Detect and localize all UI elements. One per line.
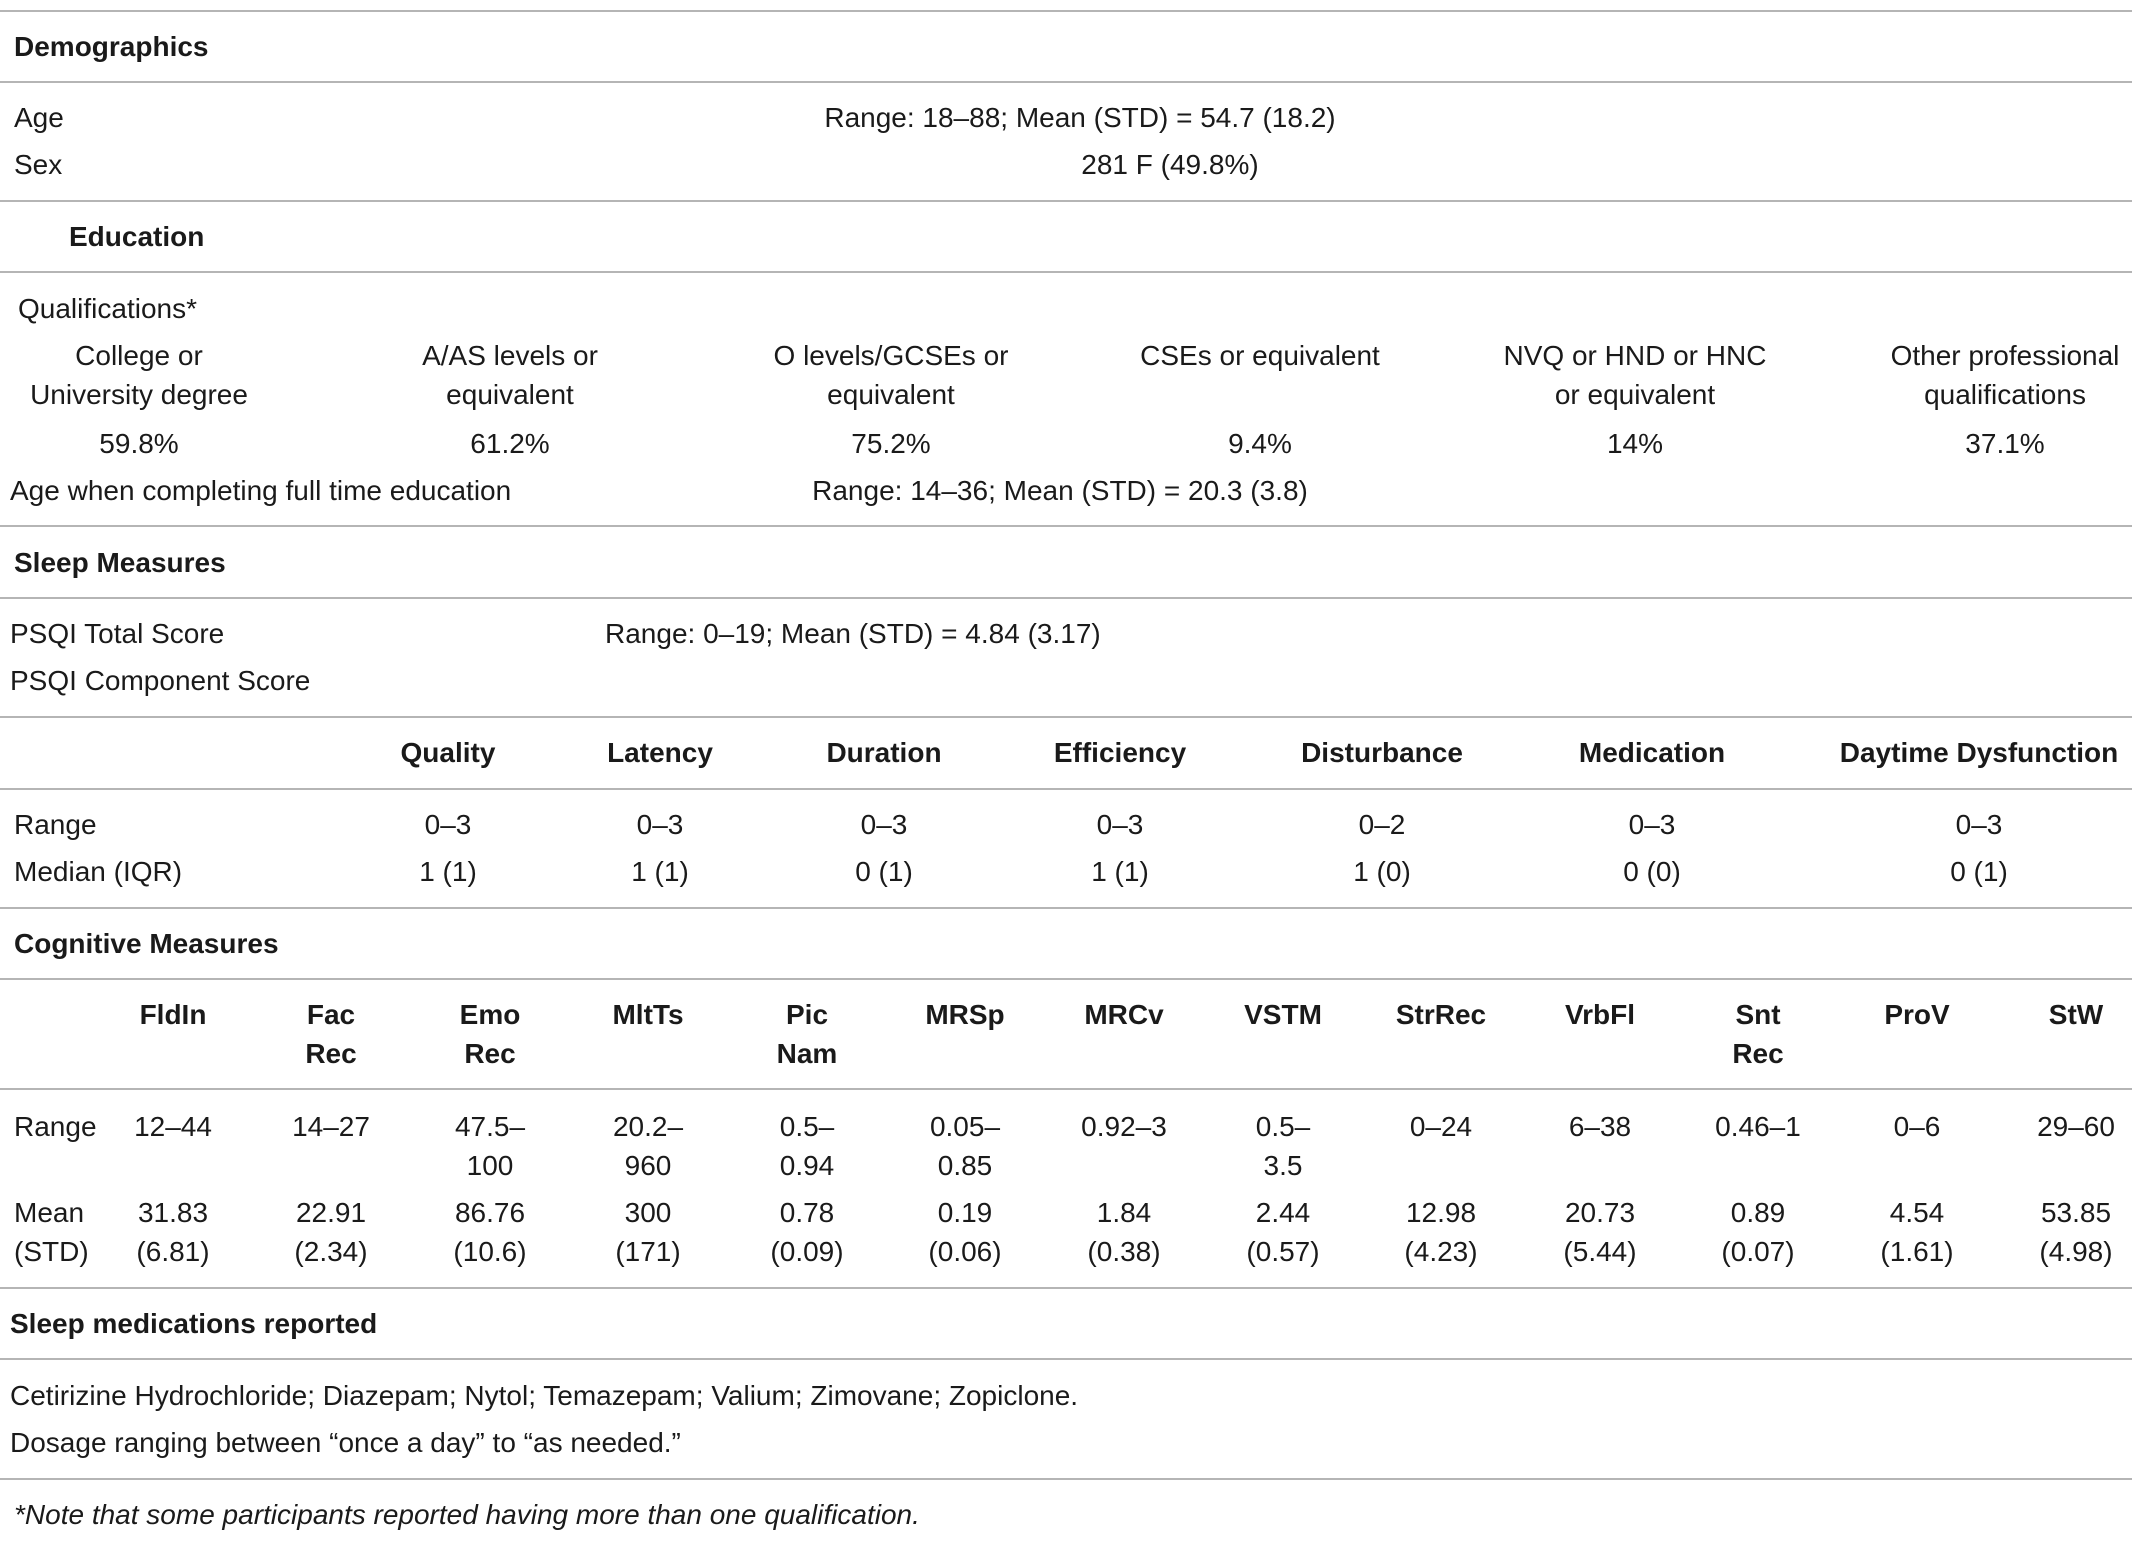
component-range: 0–3 [1096,809,1144,840]
psqi-component-label: PSQI Component Score [10,665,311,696]
component-range: 0–3 [1955,809,2003,840]
component-median: 0 (1) [1950,856,2008,887]
cognitive-mean: 300 (171) [615,1197,681,1267]
component-median: 1 (0) [1353,856,1411,887]
cognitive-column-header: ProV [1884,999,1950,1030]
component-range: 0–2 [1358,809,1406,840]
component-median-label: Median (IQR) [14,856,183,887]
cognitive-range-label: Range [14,1111,97,1142]
cognitive-column-header: VSTM [1244,999,1322,1030]
cognitive-range: 14–27 [292,1111,370,1142]
component-header: Daytime Dysfunction [1839,737,2119,768]
age-value: Range: 18–88; Mean (STD) = 54.7 (18.2) [824,102,1336,133]
cognitive-mean: 22.91 (2.34) [294,1197,368,1267]
rule-note [0,1478,2132,1480]
cognitive-column-header: MRCv [1084,999,1164,1030]
qualification-value: 61.2% [470,428,550,459]
cognitive-column-header: Emo Rec [459,999,521,1069]
qualification-value: 9.4% [1228,428,1292,459]
rule-education-top [0,200,2132,202]
demographics-heading: Demographics [14,31,209,62]
cognitive-mean: 86.76 (10.6) [453,1197,527,1267]
component-header: Disturbance [1301,737,1463,768]
rule-medications-top [0,1287,2132,1289]
cognitive-range: 0–6 [1893,1111,1941,1142]
qualification-label: A/AS levels or equivalent [422,340,598,410]
cognitive-range: 0.5– 3.5 [1255,1111,1311,1181]
age-label: Age [14,102,64,133]
rule-medications [0,1358,2132,1360]
cognitive-mean: 0.89 (0.07) [1721,1197,1795,1267]
component-median: 0 (0) [1623,856,1681,887]
component-median: 0 (1) [855,856,913,887]
rule-sleep-top [0,525,2132,527]
qualifications-label: Qualifications* [18,293,197,324]
table-footnote: *Note that some participants reported having more than one qualification. [14,1499,920,1530]
cognitive-range: 0–24 [1409,1111,1473,1142]
cognitive-mean: 4.54 (1.61) [1880,1197,1954,1267]
rule-top [0,10,2132,12]
rule-sleep [0,597,2132,599]
age-completing-value: Range: 14–36; Mean (STD) = 20.3 (3.8) [812,475,1308,506]
component-header: Medication [1578,737,1726,768]
component-median: 1 (1) [631,856,689,887]
medications-heading: Sleep medications reported [10,1308,378,1339]
cognitive-column-header: MRSp [925,999,1005,1030]
qualification-label: NVQ or HND or HNC or equivalent [1503,340,1767,410]
cognitive-column-header: FldIn [139,999,207,1030]
rule-component-top [0,716,2132,718]
cognitive-mean-label: Mean (STD) [14,1197,89,1267]
education-heading: Education [69,221,205,252]
cognitive-column-header: StW [2048,999,2104,1030]
component-header: Duration [826,737,942,768]
qualification-label: O levels/GCSEs or equivalent [773,340,1009,410]
rule-cognitive-top [0,907,2132,909]
qualification-value: 59.8% [99,428,179,459]
cognitive-range: 0.5– 0.94 [779,1111,835,1181]
cognitive-range: 20.2– 960 [612,1111,684,1181]
rule-demographics [0,81,2132,83]
cognitive-column-header: VrbFl [1564,999,1635,1030]
medications-dosage: Dosage ranging between “once a day” to “as needed.” [10,1427,681,1458]
component-header: Latency [607,737,713,768]
cognitive-mean: 20.73 (5.44) [1563,1197,1637,1267]
component-range: 0–3 [860,809,908,840]
cognitive-range: 0.46–1 [1715,1111,1801,1142]
qualification-value: 75.2% [851,428,931,459]
cognitive-range: 29–60 [2037,1111,2115,1142]
sex-label: Sex [14,149,63,180]
cognitive-mean: 0.19 (0.06) [928,1197,1002,1267]
cognitive-mean: 53.85 (4.98) [2039,1197,2113,1267]
cognitive-column-header: Fac Rec [305,999,357,1069]
medications-list: Cetirizine Hydrochloride; Diazepam; Nytol; Temazepam; Valium; Zimovane; Zopiclone. [10,1380,1079,1411]
cognitive-range: 12–44 [134,1111,212,1142]
component-range: 0–3 [636,809,684,840]
cognitive-range: 0.05– 0.85 [929,1111,1001,1181]
cognitive-range: 0.92–3 [1081,1111,1167,1142]
cognitive-column-header: StrRec [1395,999,1487,1030]
component-range: 0–3 [424,809,472,840]
rule-component-header [0,788,2132,790]
rule-cognitive [0,978,2132,980]
age-completing-label: Age when completing full time education [10,475,512,506]
cognitive-mean: 12.98 (4.23) [1404,1197,1478,1267]
component-header: Quality [400,737,496,768]
sex-value: 281 F (49.8%) [1081,149,1259,180]
sleep-heading: Sleep Measures [14,547,226,578]
cognitive-column-header: MltTs [612,999,684,1030]
qualification-value: 37.1% [1965,428,2045,459]
cognitive-mean: 2.44 (0.57) [1246,1197,1320,1267]
qualification-label: CSEs or equivalent [1140,340,1380,371]
component-median: 1 (1) [419,856,477,887]
qualification-value: 14% [1606,428,1664,459]
component-range-label: Range [14,809,97,840]
psqi-total-value: Range: 0–19; Mean (STD) = 4.84 (3.17) [605,618,1101,649]
rule-education [0,271,2132,273]
cognitive-range: 6–38 [1568,1111,1632,1142]
cognitive-mean: 31.83 (6.81) [136,1197,210,1267]
cognitive-heading: Cognitive Measures [14,928,279,959]
cognitive-mean: 1.84 (0.38) [1087,1197,1161,1267]
cognitive-column-header: Snt Rec [1732,999,1784,1069]
component-header: Efficiency [1053,737,1187,768]
qualification-label: College or University degree [30,340,248,410]
cognitive-mean: 0.78 (0.09) [770,1197,844,1267]
cognitive-column-header: Pic Nam [776,999,838,1069]
psqi-total-label: PSQI Total Score [10,618,225,649]
component-median: 1 (1) [1091,856,1149,887]
rule-cognitive-header [0,1088,2132,1090]
component-range: 0–3 [1628,809,1676,840]
cognitive-range: 47.5– 100 [454,1111,526,1181]
qualification-label: Other professional qualifications [1890,340,2120,410]
